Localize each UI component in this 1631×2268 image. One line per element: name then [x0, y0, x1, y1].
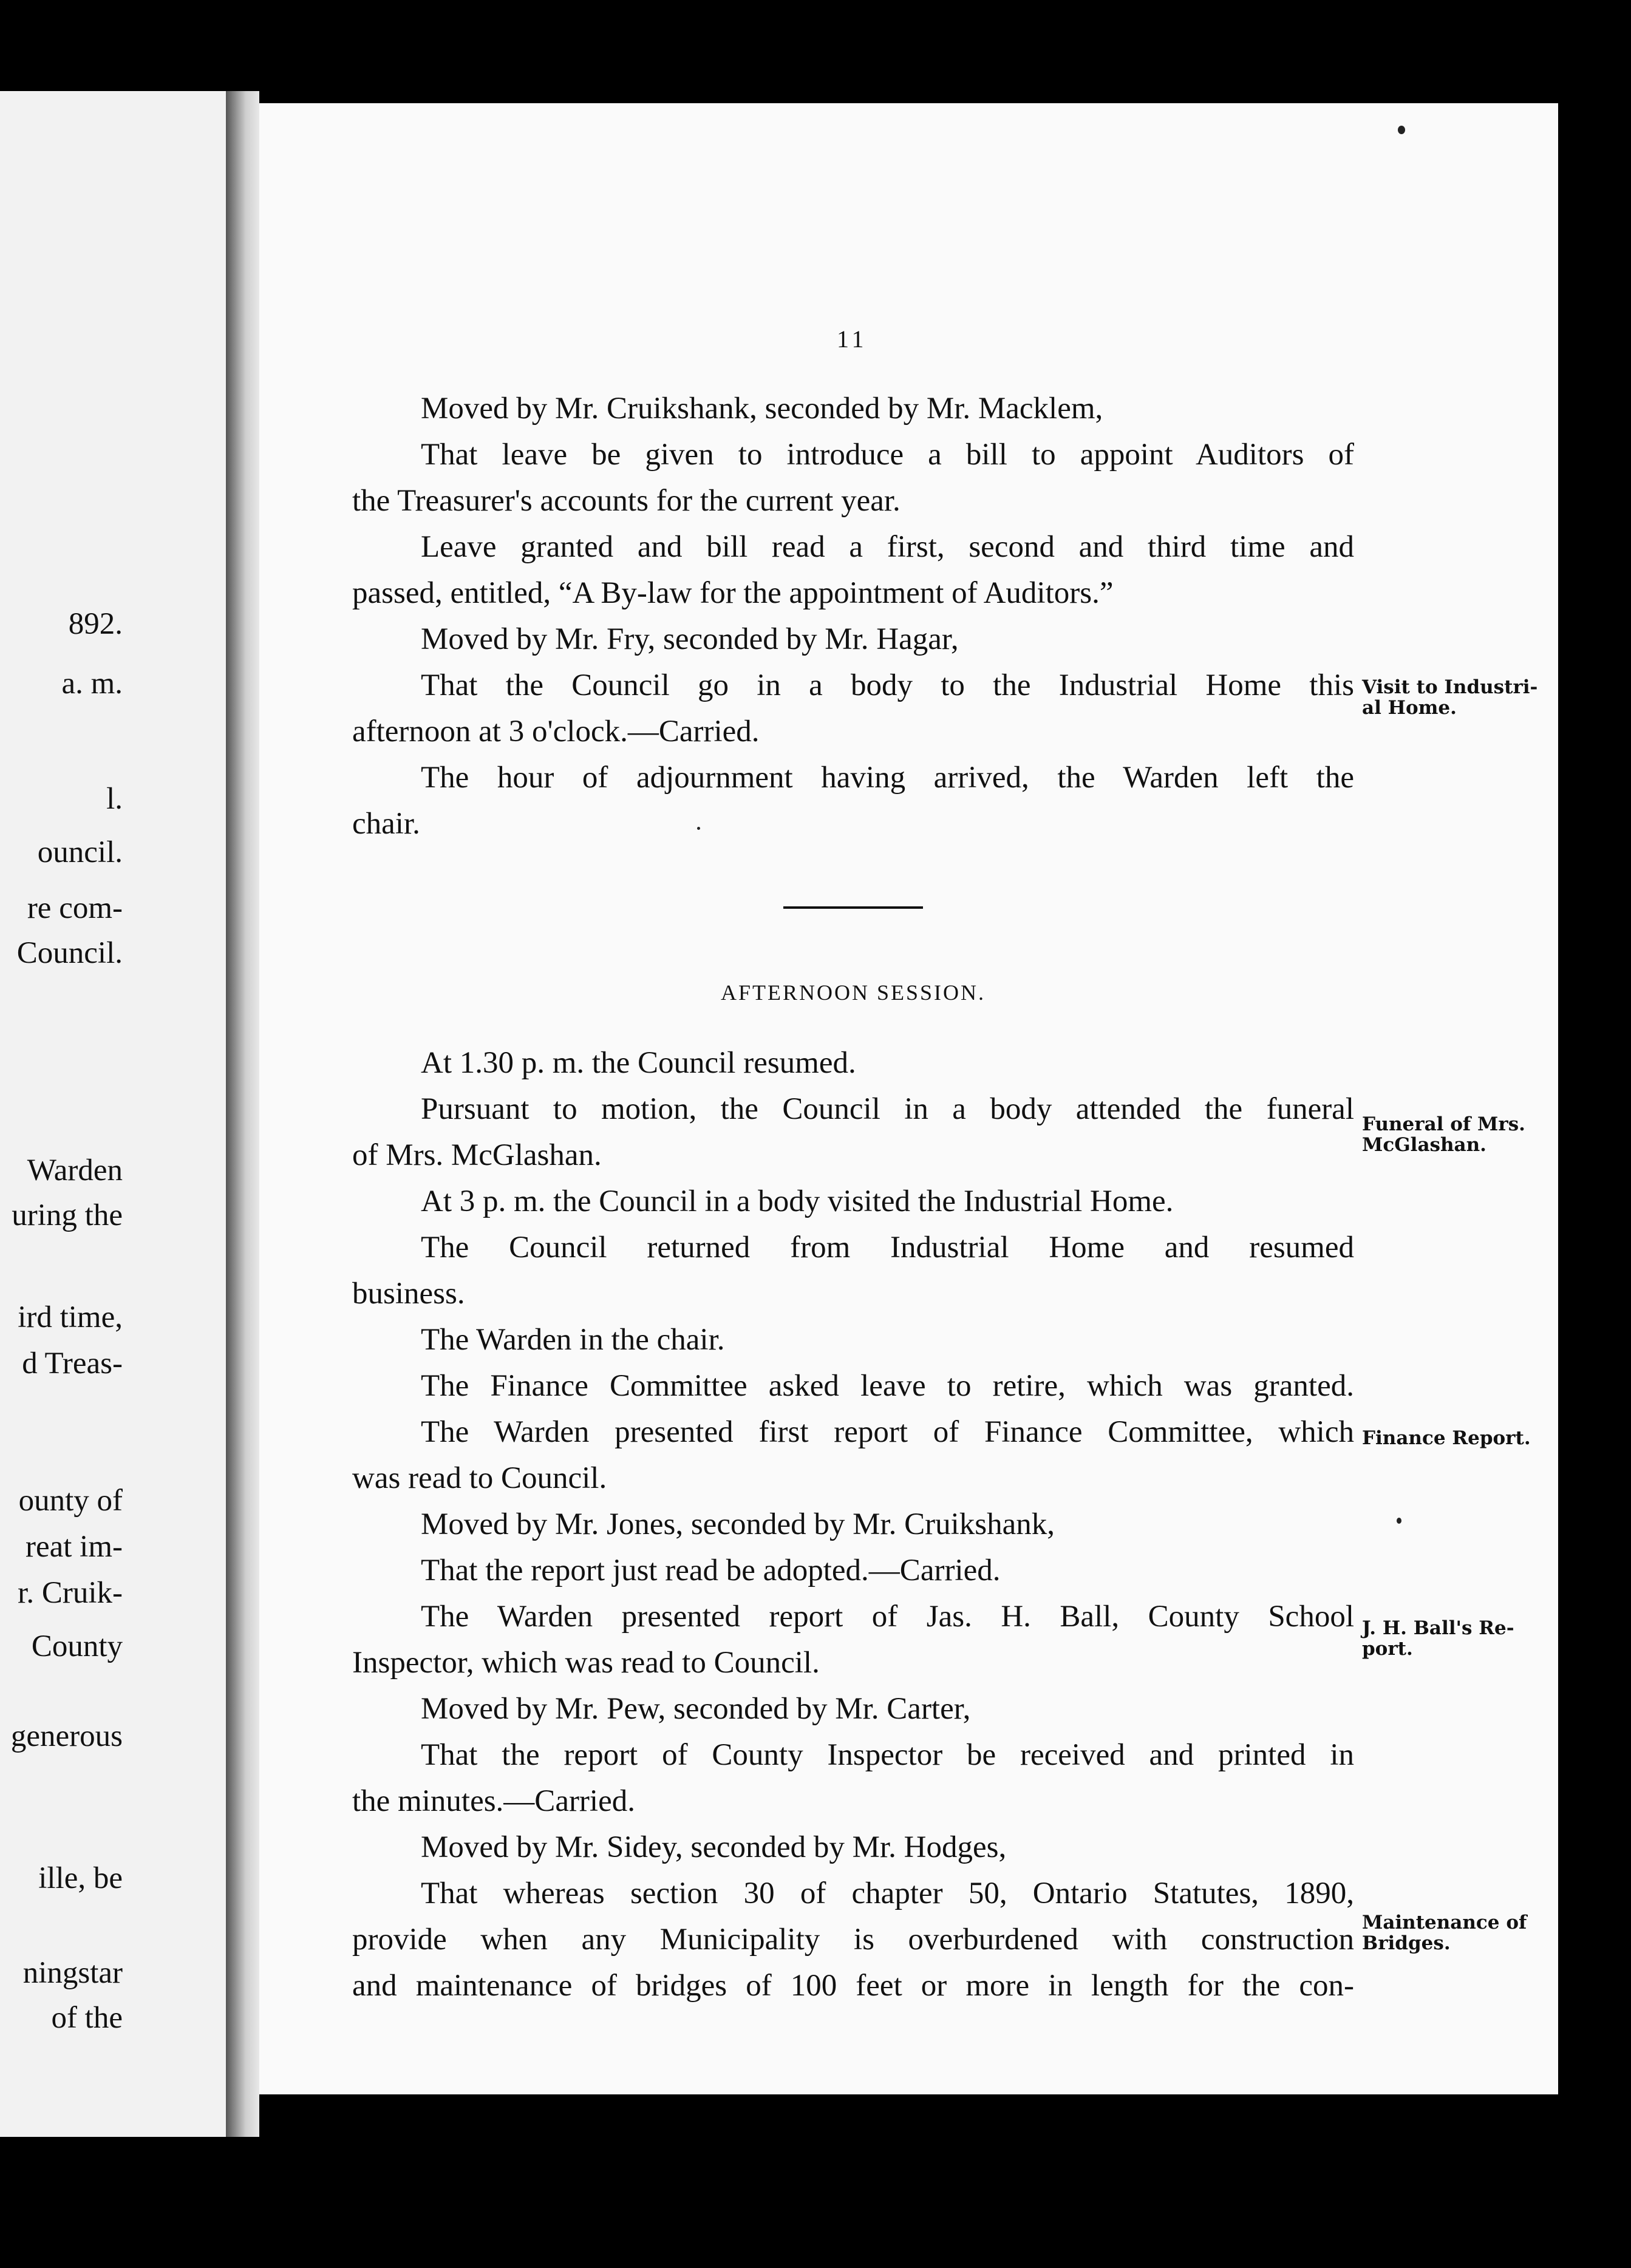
margin-note-ball: J. H. Ball's Re-port. — [1362, 1617, 1514, 1660]
text-line: chair. — [352, 807, 420, 841]
facing-page-fragment: of the — [51, 2001, 123, 2035]
text-line: That the report of County Inspector be received and printed in — [421, 1738, 1354, 1772]
margin-note-finance: Finance Report. — [1362, 1427, 1531, 1449]
text-line: That leave be given to introduce a bill to appoint Auditors of — [421, 438, 1354, 472]
text-line: of Mrs. McGlashan. — [352, 1138, 602, 1172]
facing-page-fragment: ouncil. — [37, 835, 123, 869]
text-line: and maintenance of bridges of 100 feet or more in length for the con- — [352, 1969, 1354, 2003]
text-line: That whereas section 30 of chapter 50, Ontario Statutes, 1890, — [421, 1876, 1354, 1910]
text-line: That the Council go in a body to the Industrial Home this — [421, 668, 1354, 702]
ink-speck — [1397, 1518, 1401, 1524]
facing-page-fragment: 892. — [68, 607, 123, 641]
facing-page-fragment: Council. — [16, 936, 123, 970]
facing-page-fragment: l. — [106, 782, 123, 816]
facing-page-fragment: d Treas- — [22, 1346, 123, 1380]
text-line: The Warden in the chair. — [421, 1323, 725, 1357]
text-line: The Warden presented first report of Finance Committee, which — [421, 1415, 1354, 1449]
facing-page-fragment: a. m. — [61, 667, 123, 701]
text-line: passed, entitled, “A By-law for the appointment of Auditors.” — [352, 576, 1114, 610]
facing-page-fragment: ningstar — [22, 1956, 123, 1990]
text-line: the Treasurer's accounts for the current year. — [352, 484, 901, 518]
text-line: The hour of adjournment having arrived, the Warden left the — [421, 761, 1354, 795]
text-line: Inspector, which was read to Council. — [352, 1646, 820, 1680]
margin-note-bridges: Maintenance of Bridges. — [1362, 1912, 1527, 1954]
text-line: business. — [352, 1277, 465, 1311]
text-line: Leave granted and bill read a first, second and third time and — [421, 530, 1354, 564]
facing-page-fragment: Warden — [27, 1153, 123, 1187]
page-number: 11 — [837, 325, 868, 353]
text-line: Moved by Mr. Fry, seconded by Mr. Hagar, — [421, 622, 959, 656]
facing-page-fragment: re com- — [27, 891, 123, 925]
text-line: provide when any Municipality is overburdened with construction — [352, 1923, 1354, 1957]
text-line: The Council returned from Industrial Home and resumed — [421, 1231, 1354, 1265]
section-heading: AFTERNOON SESSION. — [720, 980, 986, 1005]
text-line: At 3 p. m. the Council in a body visited the Industrial Home. — [421, 1184, 1174, 1218]
facing-page-fragment: reat im- — [26, 1530, 123, 1564]
text-line: Pursuant to motion, the Council in a body attended the funeral — [421, 1092, 1354, 1126]
text-line: That the report just read be adopted.—Carried. — [421, 1553, 1001, 1587]
facing-page-fragment: ounty of — [18, 1484, 123, 1518]
text-line: Moved by Mr. Cruikshank, seconded by Mr. Macklem, — [421, 392, 1103, 426]
text-line: the minutes.—Carried. — [352, 1784, 635, 1818]
section-divider — [783, 906, 923, 909]
text-line: Moved by Mr. Sidey, seconded by Mr. Hodges, — [421, 1830, 1007, 1864]
book-gutter — [226, 91, 259, 2137]
margin-note-funeral: Funeral of Mrs. McGlashan. — [1362, 1113, 1525, 1156]
facing-page-fragment: ird time, — [18, 1300, 123, 1334]
text-line: Moved by Mr. Pew, seconded by Mr. Carter, — [421, 1692, 971, 1726]
text-line: At 1.30 p. m. the Council resumed. — [421, 1046, 856, 1080]
text-line: afternoon at 3 o'clock.—Carried. — [352, 715, 760, 749]
facing-page-fragment: uring the — [12, 1198, 123, 1232]
ink-speck — [697, 827, 700, 830]
text-line: The Warden presented report of Jas. H. Ball, County School — [421, 1600, 1354, 1634]
text-line: Moved by Mr. Jones, seconded by Mr. Cruikshank, — [421, 1507, 1055, 1541]
facing-page-fragment: County — [31, 1629, 123, 1663]
ink-speck — [1398, 126, 1405, 134]
facing-page-edge — [0, 91, 226, 2137]
facing-page-fragment: ille, be — [38, 1861, 123, 1895]
text-line: The Finance Committee asked leave to retire, which was granted. — [421, 1369, 1354, 1403]
text-line: was read to Council. — [352, 1461, 607, 1495]
margin-note-visit: Visit to Industri-al Home. — [1362, 676, 1538, 719]
facing-page-fragment: r. Cruik- — [18, 1576, 123, 1610]
facing-page-fragment: generous — [10, 1719, 123, 1753]
